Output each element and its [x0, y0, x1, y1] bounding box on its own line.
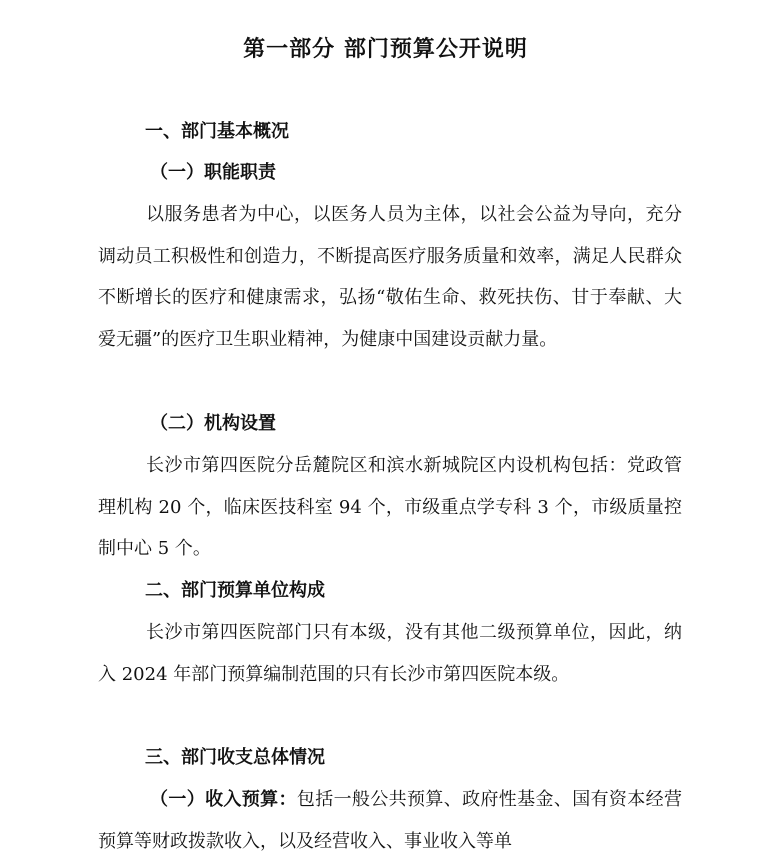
revenue-budget-text: 包括一般公共预算、政府性基金、国有资本经营预算等财政拨款收入，以及经营收入、事业收入等单: [98, 789, 683, 852]
section-heading-basic-overview: 一、部门基本概况: [145, 121, 289, 142]
revenue-budget-lead: （一）收入预算：: [150, 789, 297, 810]
paragraph-functions: 以服务患者为中心，以医务人员为主体，以社会公益为导向，充分调动员工积极性和创造力，不断提高医疗服务质量和效率，满足人民群众不断增长的医疗和健康需求，弘扬“敬佑生命、救死扶伤、甘于奉献、大爱无疆”的医疗卫生职业精神，为健康中国建设贡献力量。: [98, 204, 682, 350]
section-heading-budget-units: 二、部门预算单位构成: [145, 580, 325, 601]
subsection-heading-functions: （一）职能职责: [150, 162, 276, 183]
document-title: 第一部分 部门预算公开说明: [243, 37, 528, 62]
paragraph-revenue-budget: [98, 779, 682, 862]
paragraph-budget-units: 长沙市第四医院部门只有本级，没有其他二级预算单位，因此，纳入 2024 年部门预算编制范围的只有长沙市第四医院本级。: [98, 622, 682, 685]
subsection-heading-organization: （二）机构设置: [150, 413, 276, 434]
paragraph-organization: 长沙市第四医院分岳麓院区和滨水新城院区内设机构包括：党政管理机构 20 个，临床医技科室 94 个，市级重点学专科 3 个，市级质量控制中心 5 个。: [98, 455, 682, 559]
section-heading-revenue-expenditure: 三、部门收支总体情况: [145, 747, 325, 768]
